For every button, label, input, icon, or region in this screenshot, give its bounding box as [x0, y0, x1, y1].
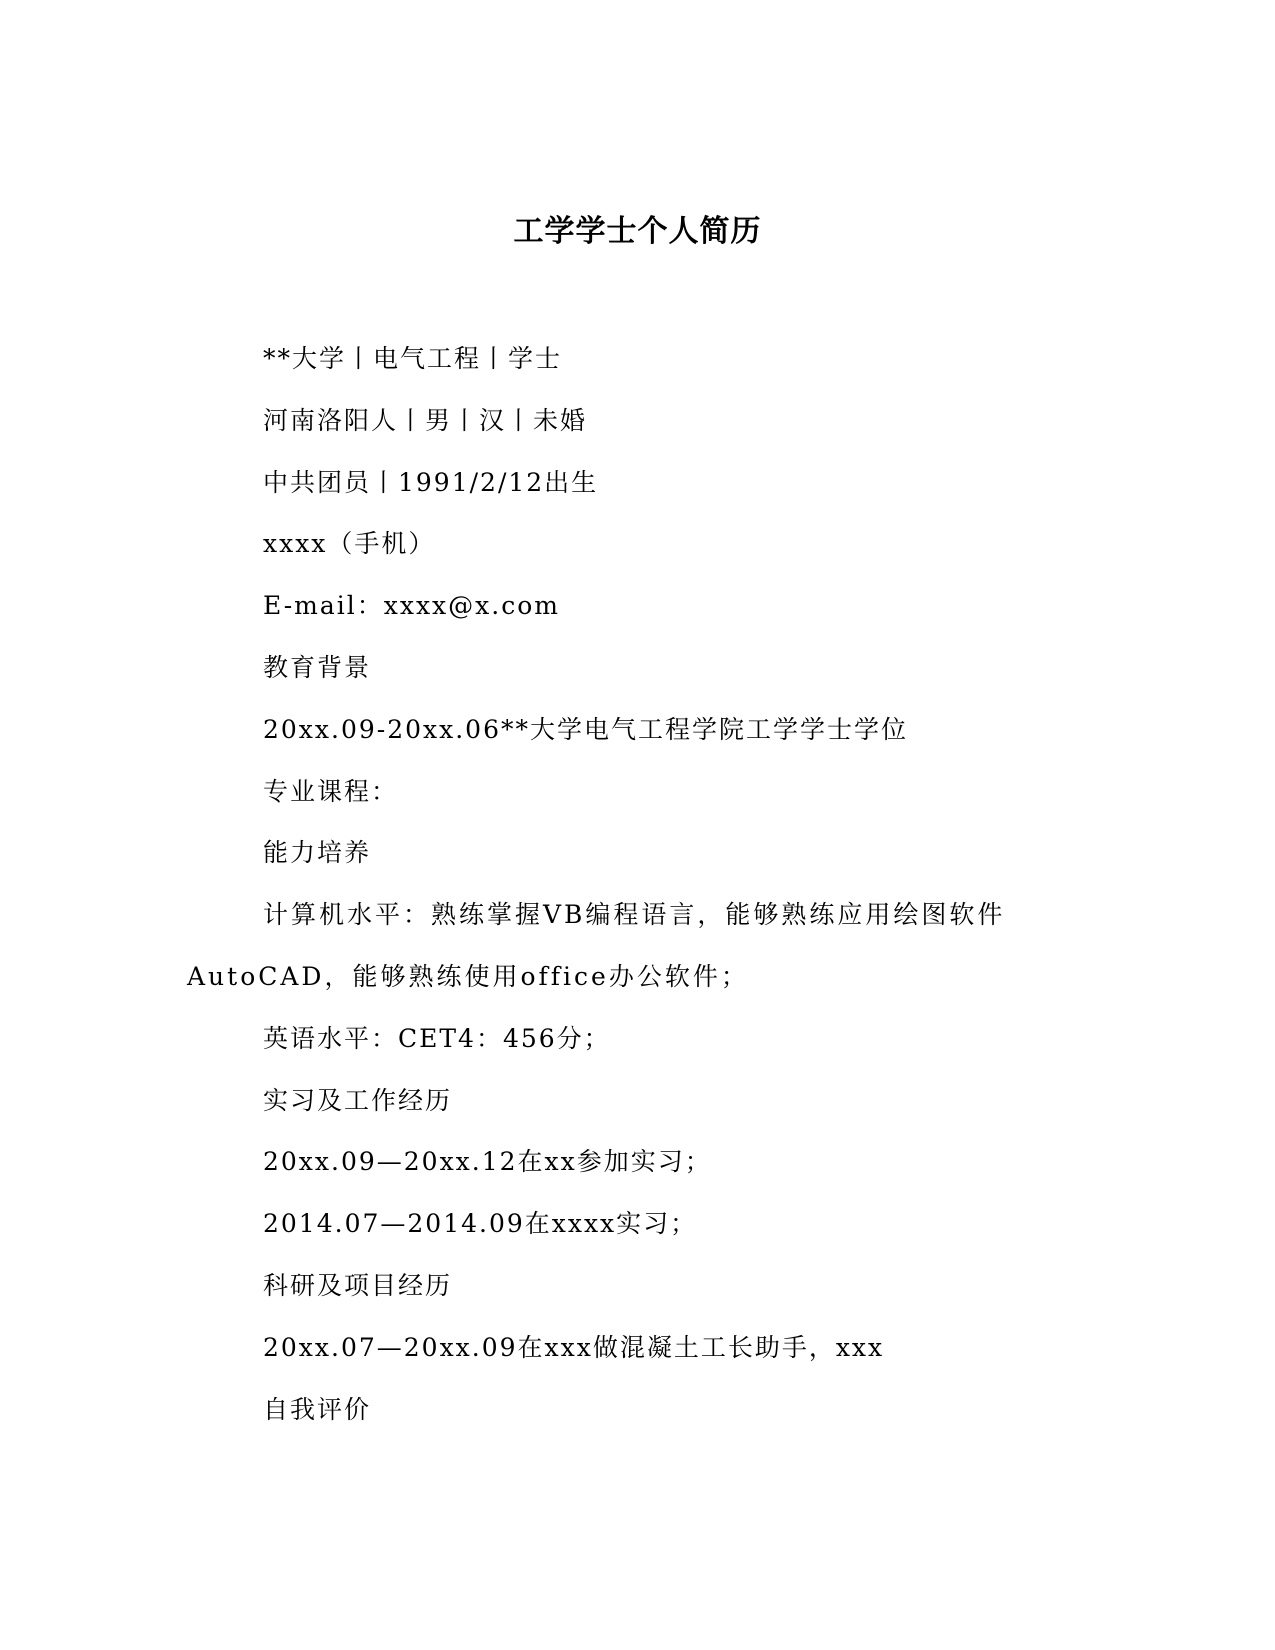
section-heading-research: 科研及项目经历 [263, 1270, 453, 1300]
section-heading-courses: 专业课程： [263, 776, 399, 806]
work-entry: 20xx.09—20xx.12在xx参加实习； [263, 1147, 712, 1177]
section-heading-abilities: 能力培养 [263, 838, 372, 868]
work-entry: 2014.07—2014.09在xxxx实习； [263, 1209, 698, 1239]
resume-body [187, 328, 1067, 1440]
info-personal-line: 河南洛阳人丨男丨汉丨未婚 [263, 405, 588, 435]
resume-title: 工学学士个人简历 [513, 214, 762, 249]
section-heading-work: 实习及工作经历 [263, 1085, 453, 1115]
section-heading-education: 教育背景 [263, 652, 372, 682]
section-heading-self-evaluation: 自我评价 [263, 1394, 372, 1424]
education-entry: 20xx.09-20xx.06**大学电气工程学院工学学士学位 [263, 714, 908, 744]
info-email-line: E-mail：xxxx@x.com [263, 591, 560, 621]
info-phone-line: xxxx（手机） [263, 529, 436, 559]
info-political-birth-line: 中共团员丨1991/2/12出生 [263, 467, 599, 497]
computer-skill-paragraph: 计算机水平：熟练掌握VB编程语言，能够熟练应用绘图软件AutoCAD，能够熟练使用office办公软件； [187, 900, 1006, 991]
info-university-line: **大学丨电气工程丨学士 [263, 344, 563, 373]
research-entry: 20xx.07—20xx.09在xxx做混凝土工长助手，xxx [263, 1332, 885, 1362]
english-skill-line: 英语水平：CET4：456分； [263, 1023, 611, 1053]
